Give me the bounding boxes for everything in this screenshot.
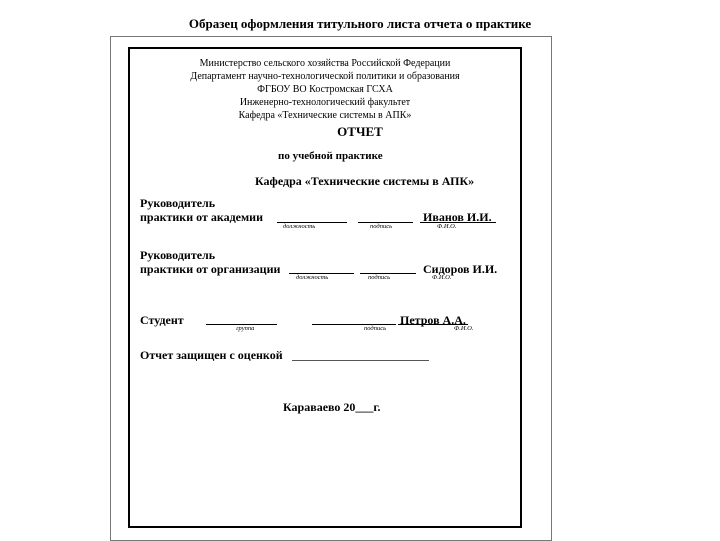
grade-label: Отчет защищен с оценкой: [140, 348, 283, 362]
report-department: Кафедра «Технические системы в АПК»: [255, 174, 475, 188]
student-caption-fio: Ф.И.О.: [454, 325, 474, 332]
academy-caption-position: должность: [283, 223, 316, 230]
student-name: Петров А.А.: [400, 313, 466, 327]
student-caption-group: группа: [236, 325, 255, 332]
academy-caption-fio: Ф.И.О.: [437, 223, 457, 230]
student-caption-signature: подпись: [364, 325, 387, 332]
student-label: Студент: [140, 313, 184, 327]
academy-caption-signature: подпись: [370, 223, 393, 230]
academy-supervisor-name: Иванов И.И.: [423, 210, 492, 224]
org-caption-signature: подпись: [368, 274, 391, 281]
org-academy: ФГБОУ ВО Костромская ГСХА: [257, 84, 393, 95]
org-ministry: Министерство сельского хозяйства Российской Федерации: [199, 58, 451, 69]
org-department: Департамент научно-технологической политики и образования: [190, 71, 460, 82]
academy-supervisor-label-2: практики от академии: [140, 210, 264, 224]
report-subtitle: по учебной практике: [278, 150, 383, 162]
page-heading: Образец оформления титульного листа отчета о практике: [188, 16, 532, 31]
grade-line: [292, 360, 429, 361]
academy-name-line: [420, 222, 496, 223]
org-caption-position: должность: [296, 274, 329, 281]
org-supervisor-label-1: Руководитель: [140, 248, 216, 262]
org-faculty: Инженерно-технологический факультет: [239, 97, 411, 108]
place-year: Караваево 20___г.: [283, 400, 381, 414]
academy-supervisor-label-1: Руководитель: [140, 196, 216, 210]
org-supervisor-label-2: практики от организации: [140, 262, 281, 276]
org-supervisor-name: Сидоров И.И.: [423, 262, 498, 276]
org-chair: Кафедра «Технические системы в АПК»: [238, 110, 412, 121]
report-title: ОТЧЕТ: [337, 124, 383, 139]
org-caption-fio: Ф.И.О.: [432, 274, 452, 281]
